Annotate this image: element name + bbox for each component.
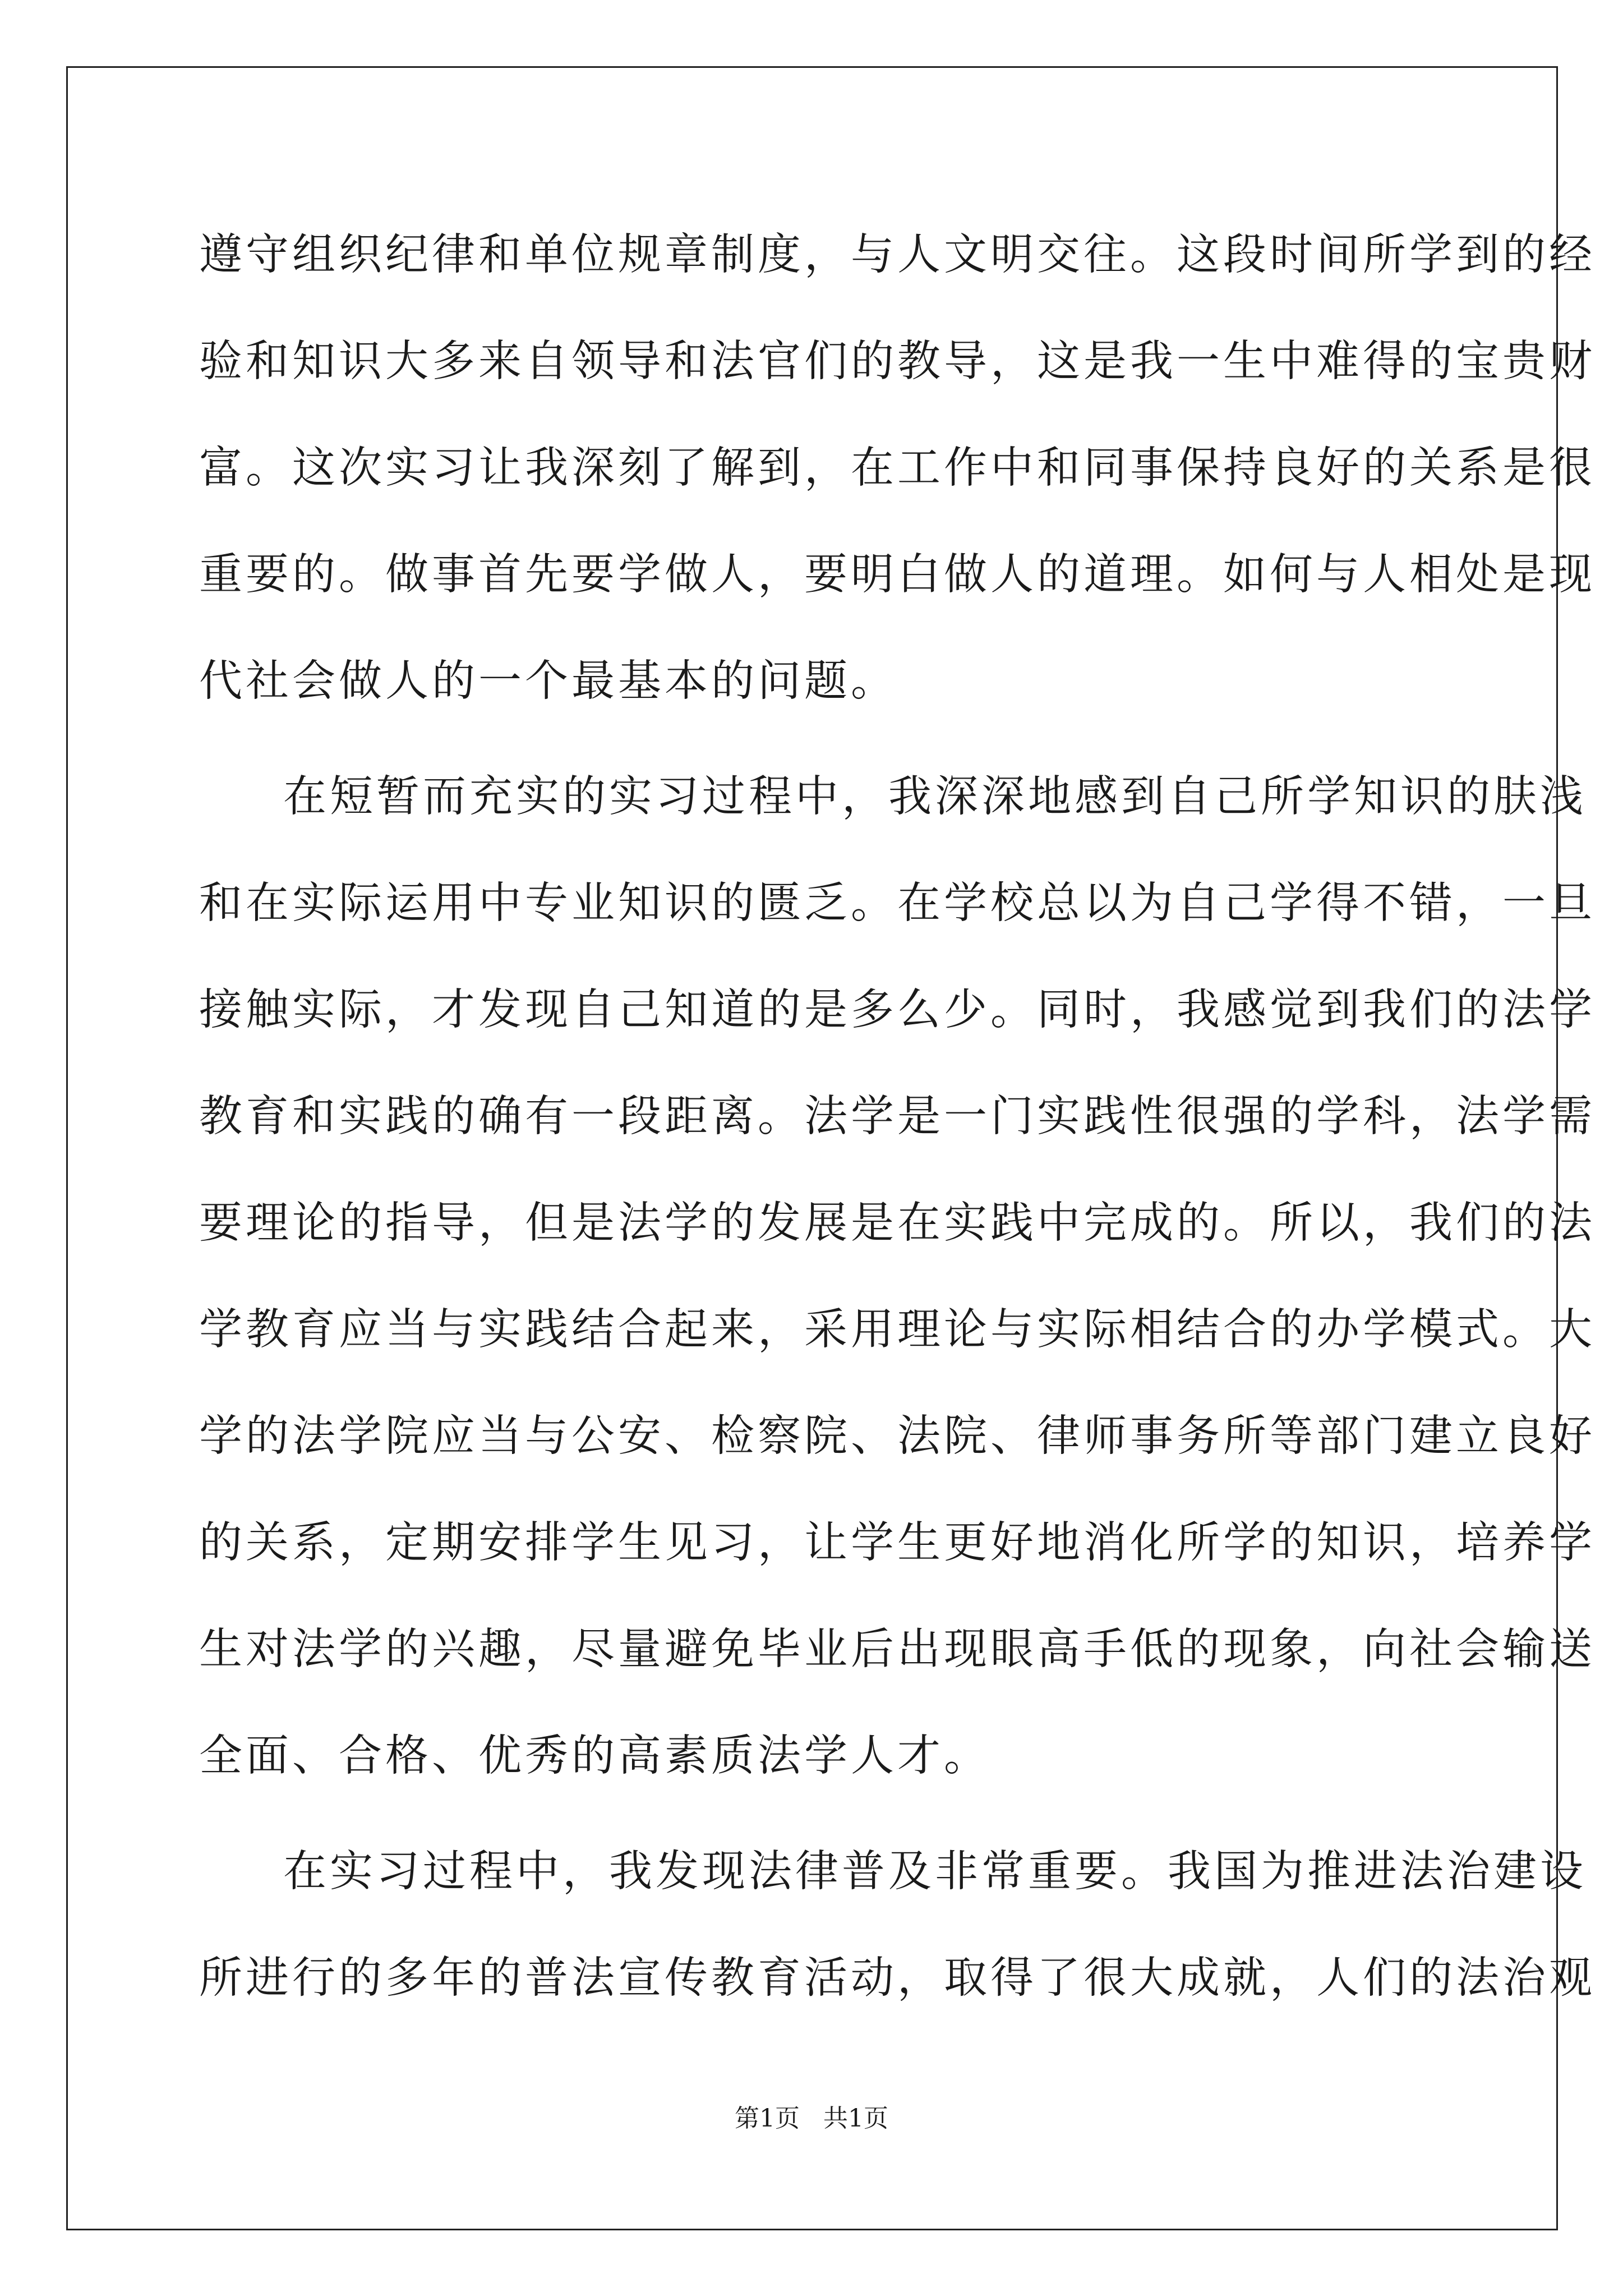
text-line: 验和知识大多来自领导和法官们的教导，这是我一生中难得的宝贵财 bbox=[199, 337, 1596, 386]
text-line: 的关系，定期安排学生见习，让学生更好地消化所学的知识，培养学 bbox=[199, 1518, 1596, 1568]
text-line: 在短暂而充实的实习过程中，我深深地感到自己所学知识的肤浅 bbox=[283, 772, 1587, 822]
text-line: 在实习过程中，我发现法律普及非常重要。我国为推进法治建设 bbox=[283, 1847, 1587, 1897]
text-line: 学教育应当与实践结合起来，采用理论与实际相结合的办学模式。大 bbox=[199, 1305, 1596, 1355]
page-number: 第1页 bbox=[735, 2104, 800, 2133]
text-line: 要理论的指导，但是法学的发展是在实践中完成的。所以，我们的法 bbox=[199, 1198, 1596, 1248]
page-total: 共1页 bbox=[823, 2104, 888, 2133]
text-line: 全面、合格、优秀的高素质法学人才。 bbox=[199, 1731, 990, 1781]
document-body bbox=[199, 213, 1596, 2043]
paragraph-gap bbox=[199, 1821, 1433, 1830]
text-line: 遵守组织纪律和单位规章制度，与人文明交往。这段时间所学到的经 bbox=[199, 230, 1596, 280]
text-line: 代社会做人的一个最基本的问题。 bbox=[199, 656, 897, 706]
page-footer bbox=[0, 2098, 1623, 2134]
text-line: 所进行的多年的普法宣传教育活动，取得了很大成就，人们的法治观 bbox=[199, 1953, 1596, 2003]
paragraph-gap bbox=[199, 746, 1433, 755]
text-line: 生对法学的兴趣，尽量避免毕业后出现眼高手低的现象，向社会输送 bbox=[199, 1625, 1596, 1674]
text-line: 学的法学院应当与公安、检察院、法院、律师事务所等部门建立良好 bbox=[199, 1411, 1596, 1461]
text-line: 重要的。做事首先要学做人，要明白做人的道理。如何与人相处是现 bbox=[199, 550, 1596, 600]
text-line: 富。这次实习让我深刻了解到，在工作中和同事保持良好的关系是很 bbox=[199, 443, 1596, 493]
text-line: 接触实际，才发现自己知道的是多么少。同时，我感觉到我们的法学 bbox=[199, 985, 1596, 1035]
text-line: 和在实际运用中专业知识的匮乏。在学校总以为自己学得不错，一旦 bbox=[199, 878, 1596, 928]
text-line: 教育和实践的确有一段距离。法学是一门实践性很强的学科，法学需 bbox=[199, 1092, 1596, 1142]
